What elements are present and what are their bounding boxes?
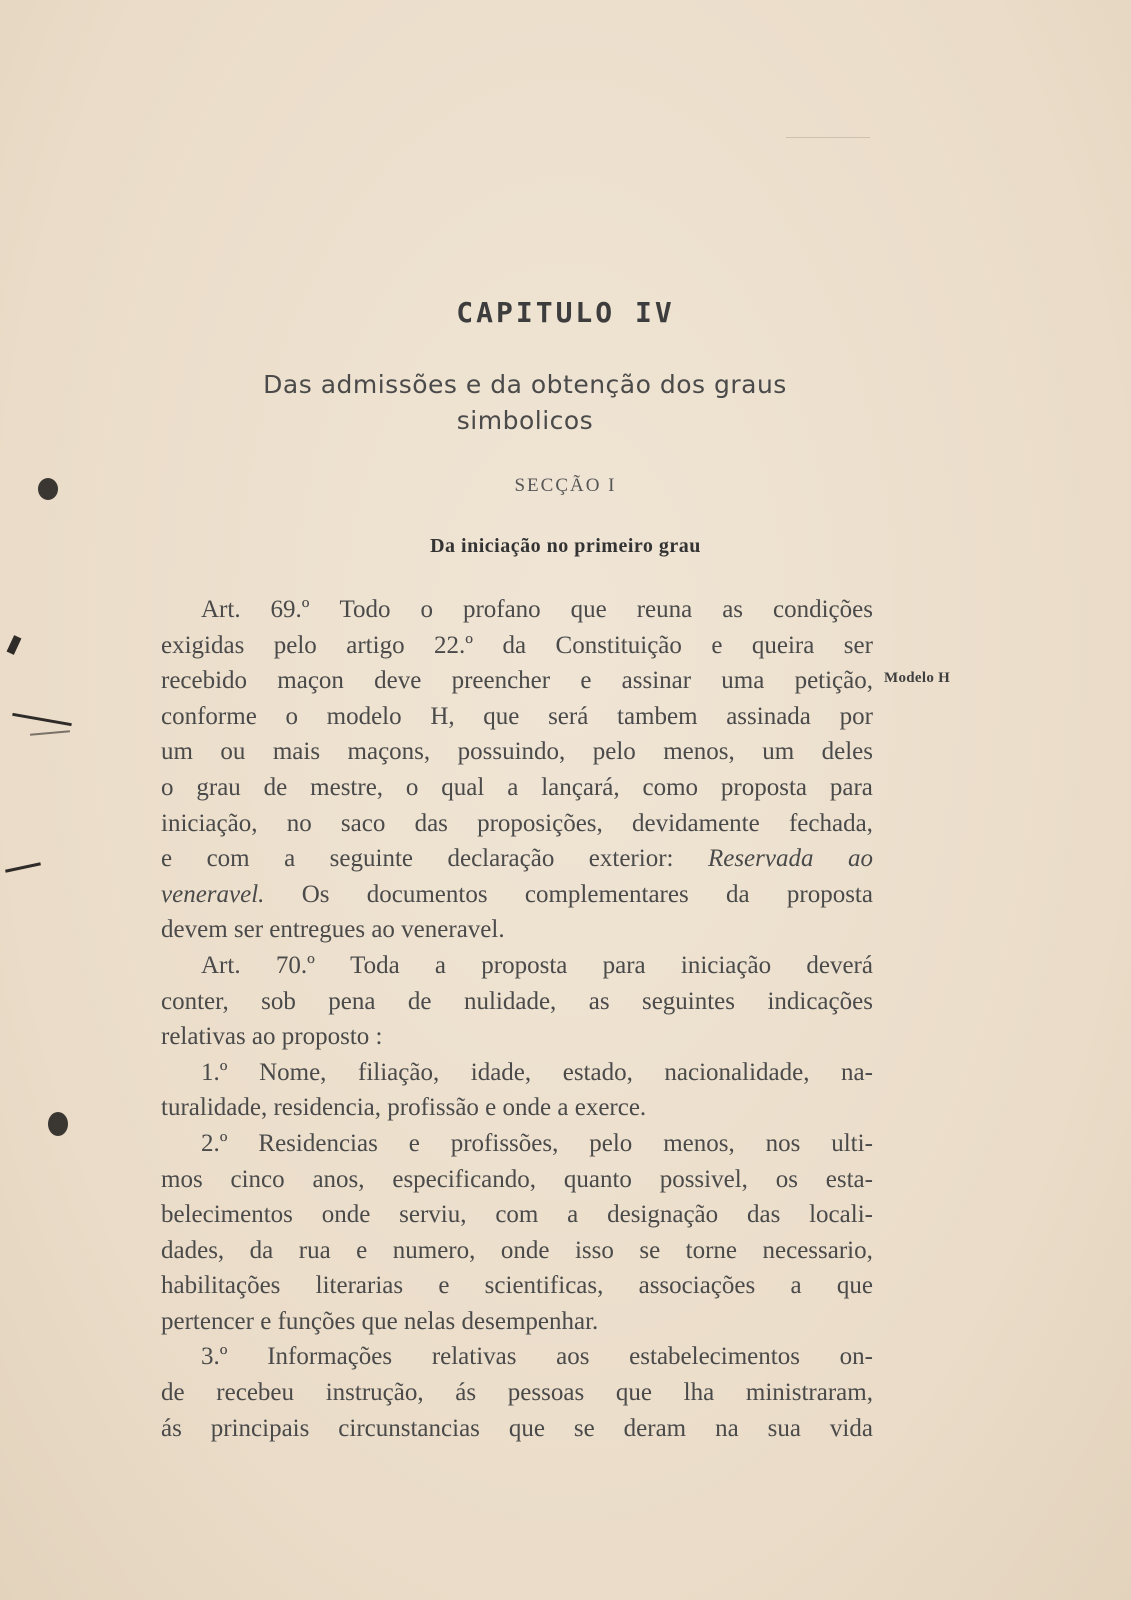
body-line: Art. 70.º Toda a proposta para iniciação deverá [201, 951, 873, 979]
binding-tear [30, 730, 70, 735]
body-line: pertencer e funções que nelas desempenhar. [161, 1307, 599, 1335]
body-line: mos cinco anos, especificando, quanto possivel, os esta- [161, 1165, 873, 1193]
body-line: devem ser entregues ao veneravel. [161, 916, 505, 944]
binding-tear [5, 862, 41, 872]
body-line: habilitações literarias e scientificas, associações a que [161, 1272, 873, 1300]
chapter-subtitle [200, 367, 850, 439]
body-line: um ou mais maçons, possuindo, pelo menos, um deles [161, 738, 873, 766]
section-heading: Da iniciação no primeiro grau [430, 535, 701, 557]
body-line: 3.º Informações relativas aos estabelecimentos on- [201, 1343, 873, 1371]
body-line: de recebeu instrução, ás pessoas que lha ministraram, [161, 1379, 873, 1407]
body-line: veneravel. Os documentos complementares da proposta [161, 880, 873, 908]
body-line: recebido maçon deve preencher e assinar uma petição, [161, 667, 873, 695]
binding-tear [12, 713, 72, 726]
chapter-title: CAPITULO IV [456, 296, 675, 329]
body-text [161, 592, 873, 1446]
binding-hole [48, 1112, 68, 1136]
body-line: o grau de mestre, o qual a lançará, como proposta para [161, 773, 873, 801]
page-number-rule [786, 137, 870, 138]
binding-tear [7, 635, 22, 655]
body-line: relativas ao proposto : [161, 1023, 383, 1051]
body-line: ás principais circunstancias que se deram na sua vida [161, 1414, 873, 1442]
body-line: Art. 69.º Todo o profano que reuna as condições [201, 596, 873, 623]
bleed-through-text [155, 170, 875, 203]
subtitle-line-1: Das admissões e da obtenção dos graus [263, 370, 787, 399]
body-line: conforme o modelo H, que será tambem assinada por [161, 702, 873, 730]
binding-hole [38, 478, 58, 500]
body-line: conter, sob pena de nulidade, as seguintes indicações [161, 987, 873, 1015]
subtitle-line-2: simbolicos [456, 406, 594, 435]
section-label: SECÇÃO I [514, 475, 617, 496]
body-line: e com a seguinte declaração exterior: Reservada ao [161, 845, 873, 873]
body-line: 1.º Nome, filiação, idade, estado, nacionalidade, na- [201, 1058, 873, 1086]
body-line: 2.º Residencias e profissões, pelo menos, nos ulti- [201, 1129, 873, 1157]
body-line: turalidade, residencia, profissão e onde a exerce. [161, 1094, 647, 1122]
body-line: dades, da rua e numero, onde isso se torne necessario, [161, 1236, 873, 1264]
body-line: exigidas pelo artigo 22.º da Constituição e queira ser [161, 631, 873, 659]
margin-note: Modelo H [884, 670, 951, 686]
body-line: belecimentos onde serviu, com a designação das locali- [161, 1201, 873, 1229]
body-line: iniciação, no saco das proposições, devidamente fechada, [161, 809, 873, 837]
